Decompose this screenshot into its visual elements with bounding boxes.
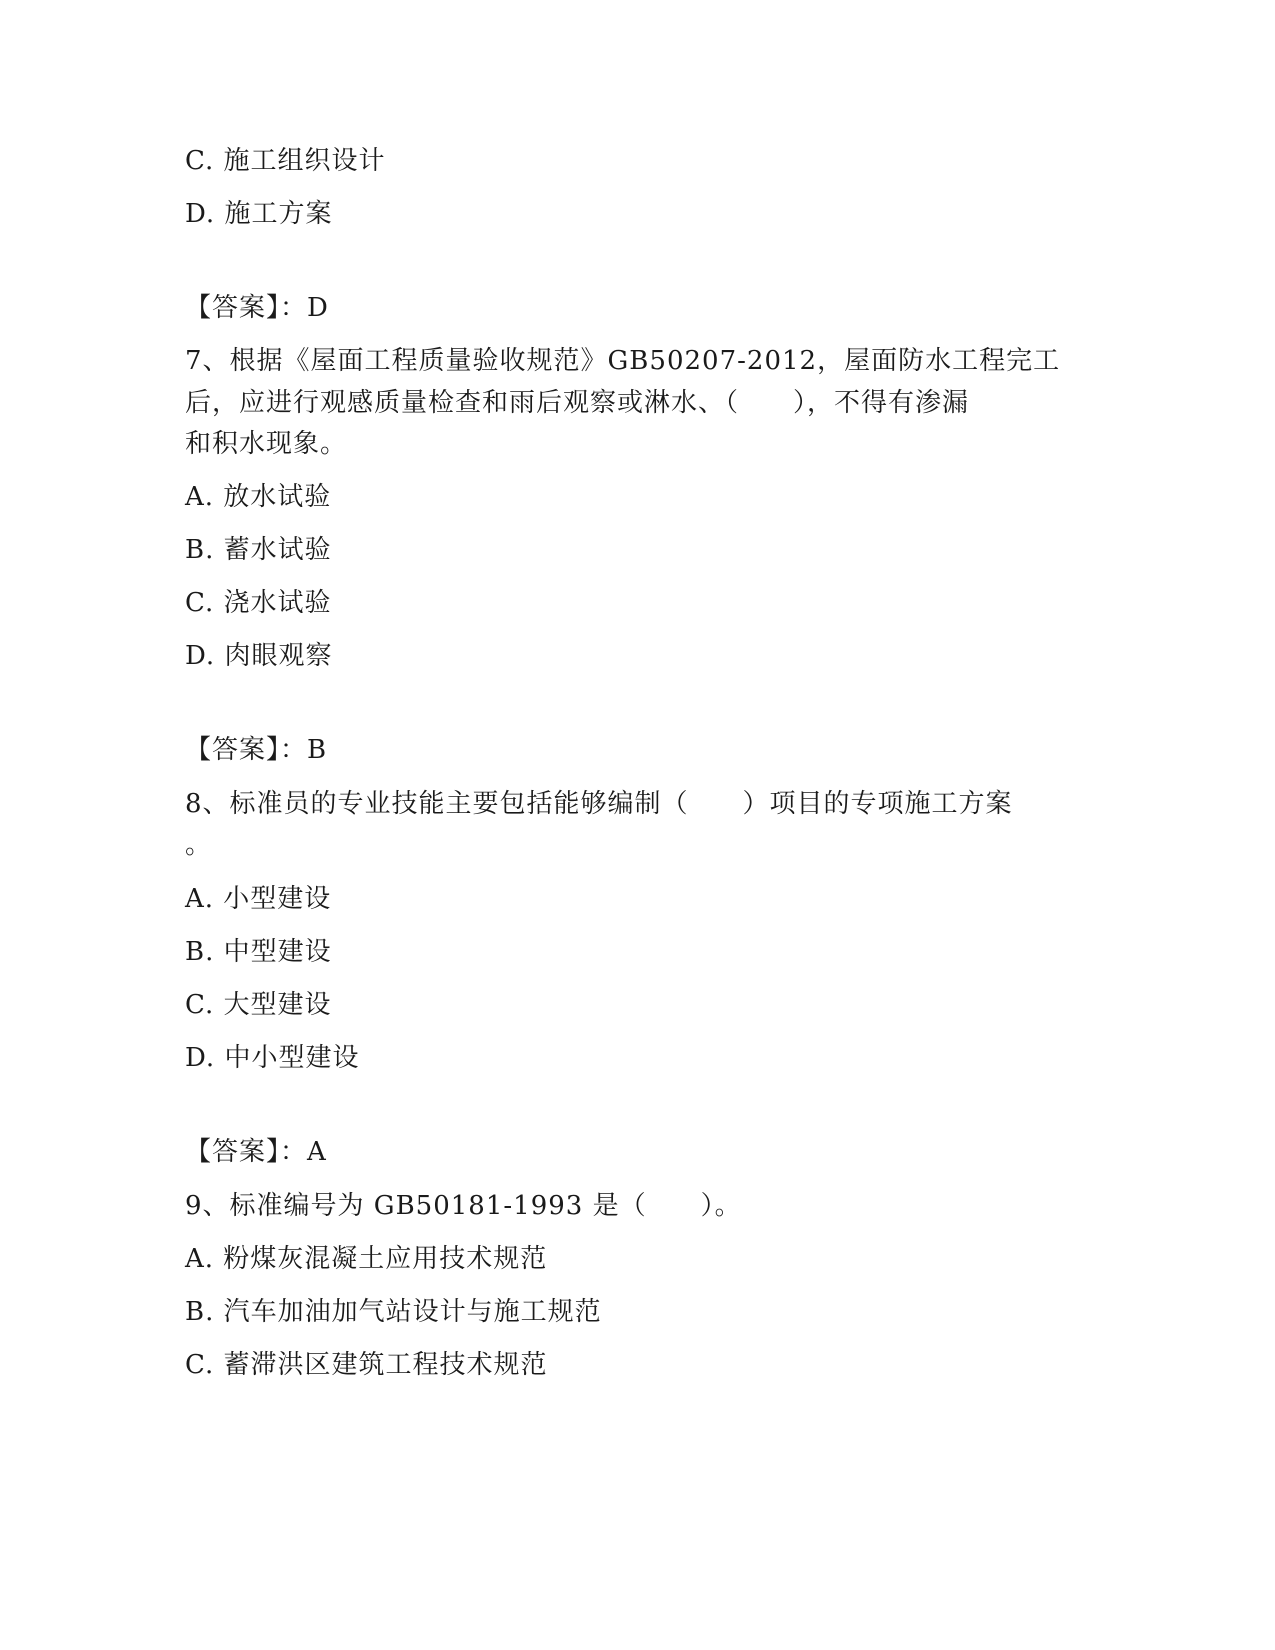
question-7-stem-line-1: 7、根据《屋面工程质量验收规范》GB50207-2012，屋面防水工程完工 bbox=[185, 346, 1061, 376]
question-9-option-b: B. 汽车加油加气站设计与施工规范 bbox=[185, 1297, 602, 1327]
question-8-option-d: D. 中小型建设 bbox=[185, 1043, 360, 1073]
question-7-option-d: D. 肉眼观察 bbox=[185, 641, 333, 671]
question-9-stem-line-1: 9、标准编号为 GB50181-1993 是（ ）。 bbox=[185, 1191, 742, 1221]
question-8-option-c: C. 大型建设 bbox=[185, 990, 332, 1020]
question-7-stem-line-2: 后，应进行观感质量检查和雨后观察或淋水、（ ），不得有渗漏 bbox=[185, 388, 970, 418]
question-7-answer: 【答案】：B bbox=[185, 735, 328, 765]
question-7-option-b: B. 蓄水试验 bbox=[185, 535, 332, 565]
option-d: D. 施工方案 bbox=[185, 199, 333, 229]
answer-line: 【答案】：D bbox=[185, 293, 329, 323]
question-8-option-a: A. 小型建设 bbox=[185, 884, 332, 914]
question-7-stem-line-3: 和积水现象。 bbox=[185, 429, 348, 459]
question-8-stem-line-1: 8、标准员的专业技能主要包括能够编制（ ）项目的专项施工方案 bbox=[185, 789, 1013, 819]
question-9-option-a: A. 粉煤灰混凝土应用技术规范 bbox=[185, 1244, 548, 1274]
question-8-stem-line-2: 。 bbox=[185, 830, 213, 860]
question-9-option-c: C. 蓄滞洪区建筑工程技术规范 bbox=[185, 1350, 548, 1380]
option-c: C. 施工组织设计 bbox=[185, 146, 386, 176]
question-7-option-a: A. 放水试验 bbox=[185, 482, 332, 512]
question-8-answer: 【答案】：A bbox=[185, 1137, 327, 1167]
question-7-option-c: C. 浇水试验 bbox=[185, 588, 332, 618]
question-8-option-b: B. 中型建设 bbox=[185, 937, 332, 967]
